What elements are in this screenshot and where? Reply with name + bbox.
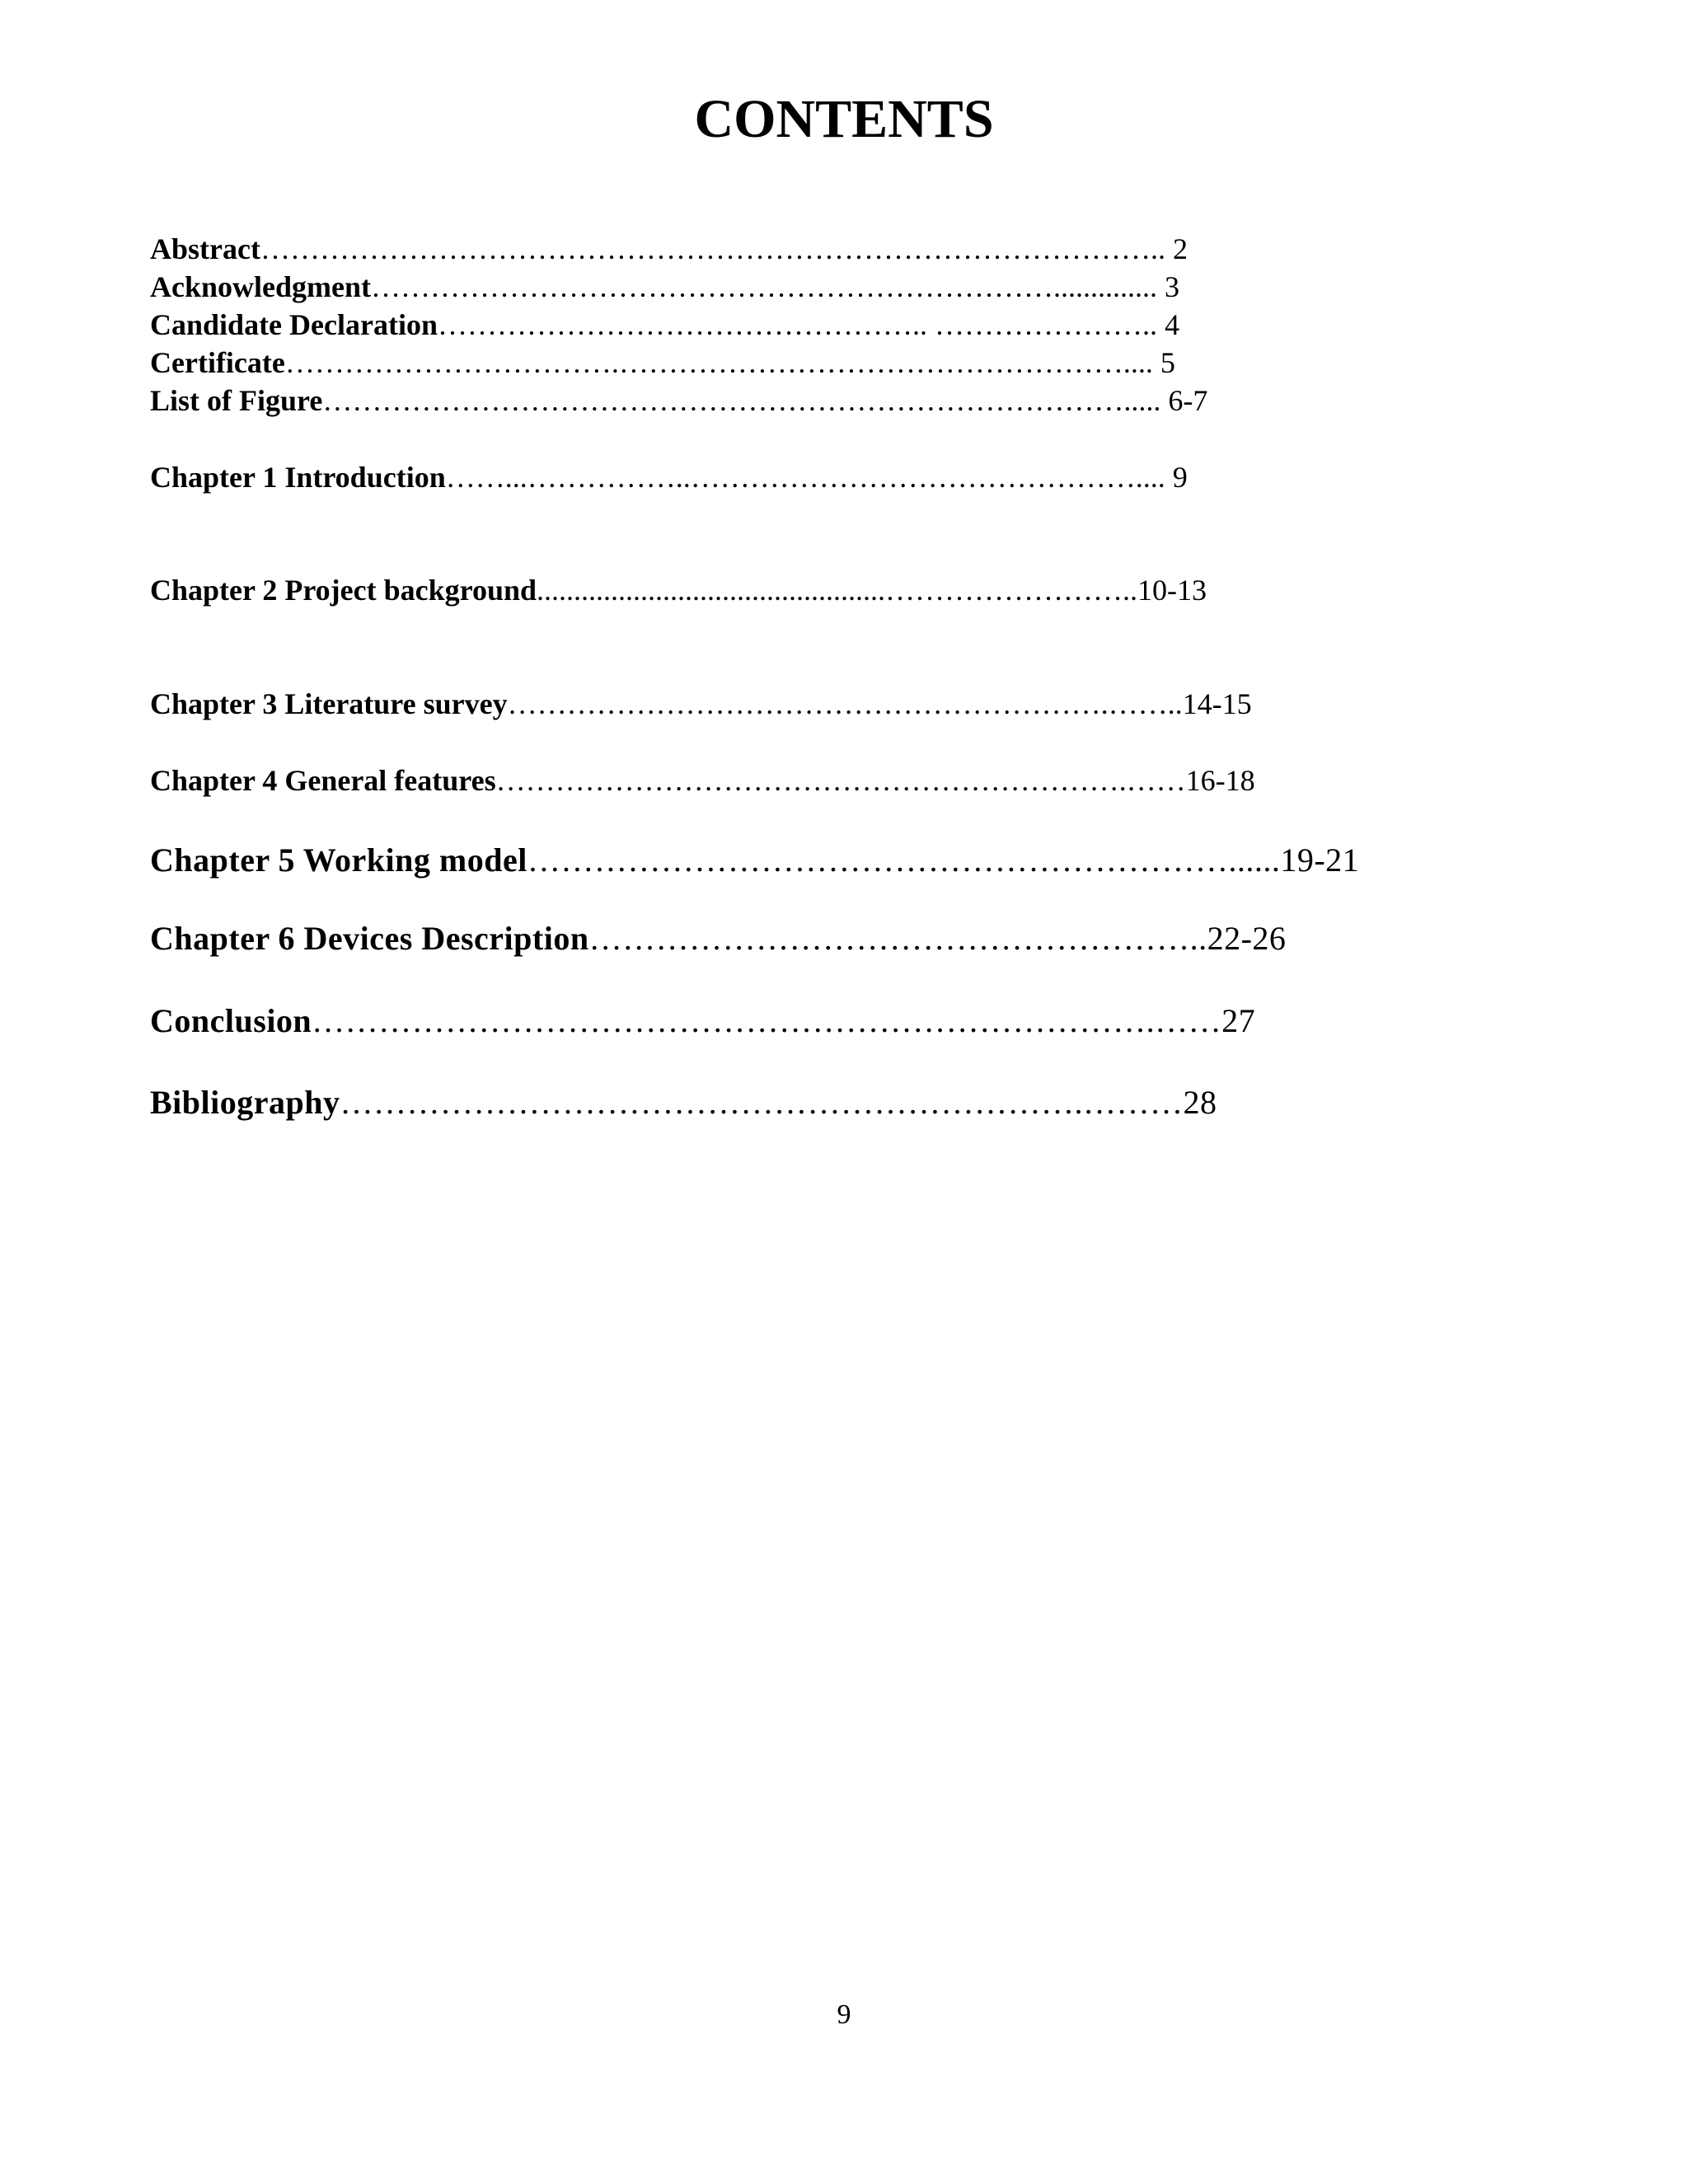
toc-leader: ………………………………………………………….……… — [340, 1084, 1184, 1121]
toc-page-number: 3 — [1165, 270, 1179, 303]
toc-entry-label: List of Figure — [150, 384, 323, 417]
toc-entry-label: Bibliography — [150, 1084, 340, 1121]
toc-entry-label: Chapter 1 Introduction — [150, 461, 446, 494]
toc-page-number: 22-26 — [1207, 920, 1287, 957]
toc-entry-label: Conclusion — [150, 1002, 312, 1039]
toc-entry-label: Chapter 4 General features — [150, 764, 496, 797]
toc-page-number: 16-18 — [1185, 764, 1255, 797]
toc-page-number: 14-15 — [1182, 687, 1252, 720]
toc-entry-label: Abstract — [150, 232, 260, 265]
toc-entry-conclusion[interactable] — [150, 1002, 1256, 1039]
toc-entry-acknowledgment[interactable] — [150, 272, 1179, 302]
toc-page-number: 5 — [1160, 346, 1175, 379]
toc-entry-chapter-6[interactable] — [150, 922, 1286, 955]
toc-entry-certificate[interactable] — [150, 348, 1175, 377]
toc-leader: ……………………………………………………….…… — [495, 764, 1186, 797]
toc-entry-chapter-1[interactable] — [150, 462, 1188, 492]
toc-leader: …………………………………………………….…….. — [507, 687, 1183, 720]
toc-leader: ………………………………………………………...... — [527, 841, 1281, 879]
toc-entry-label: Acknowledgment — [150, 270, 371, 303]
toc-leader: ...............................................…………………….. — [537, 574, 1138, 607]
toc-entry-abstract[interactable] — [150, 234, 1188, 264]
toc-entry-chapter-2[interactable] — [150, 575, 1207, 605]
toc-page-number: 10-13 — [1137, 574, 1207, 607]
toc-entry-label: Certificate — [150, 346, 285, 379]
toc-entry-list-of-figure[interactable] — [150, 386, 1207, 415]
toc-leader: ………………………………………………………………….…… — [312, 1002, 1222, 1039]
page-title: CONTENTS — [694, 89, 994, 149]
toc-entry-bibliography[interactable] — [150, 1086, 1217, 1119]
toc-entry-label: Chapter 2 Project background — [150, 574, 537, 607]
toc-leader: ………………………………………………………………………..... — [322, 384, 1169, 417]
toc-leader: …………………………….…………………………………………….... — [284, 346, 1160, 379]
toc-page-number: 19-21 — [1280, 841, 1360, 879]
toc-entry-label: Chapter 5 Working model — [150, 841, 528, 879]
toc-leader: ……...……………..……………………………………….... — [445, 461, 1173, 494]
toc-page-number: 9 — [1172, 461, 1188, 494]
toc-entry-label: Candidate Declaration — [150, 308, 438, 341]
toc-page-number: 28 — [1183, 1084, 1217, 1121]
toc-entry-label: Chapter 6 Devices Description — [150, 920, 589, 957]
page-number: 9 — [837, 1999, 851, 2030]
toc-leader: ……………………………………………….. — [588, 920, 1207, 957]
toc-entry-label: Chapter 3 Literature survey — [150, 687, 508, 720]
toc-leader: ……………………………………………………………………………….. — [260, 232, 1173, 265]
toc-page-number: 6-7 — [1168, 384, 1208, 417]
toc-entry-chapter-4[interactable] — [150, 766, 1255, 795]
toc-entry-chapter-3[interactable] — [150, 689, 1252, 719]
toc-entry-chapter-5[interactable] — [150, 841, 1360, 879]
toc-leader: ………………………………………….. ………………….. — [437, 308, 1165, 341]
toc-page-number: 2 — [1172, 232, 1188, 265]
toc-leader: …………………………………………………………….............. — [371, 270, 1165, 303]
toc-entry-candidate-declaration[interactable] — [150, 310, 1179, 340]
toc-page-number: 4 — [1164, 308, 1179, 341]
toc-page-number: 27 — [1221, 1002, 1256, 1039]
